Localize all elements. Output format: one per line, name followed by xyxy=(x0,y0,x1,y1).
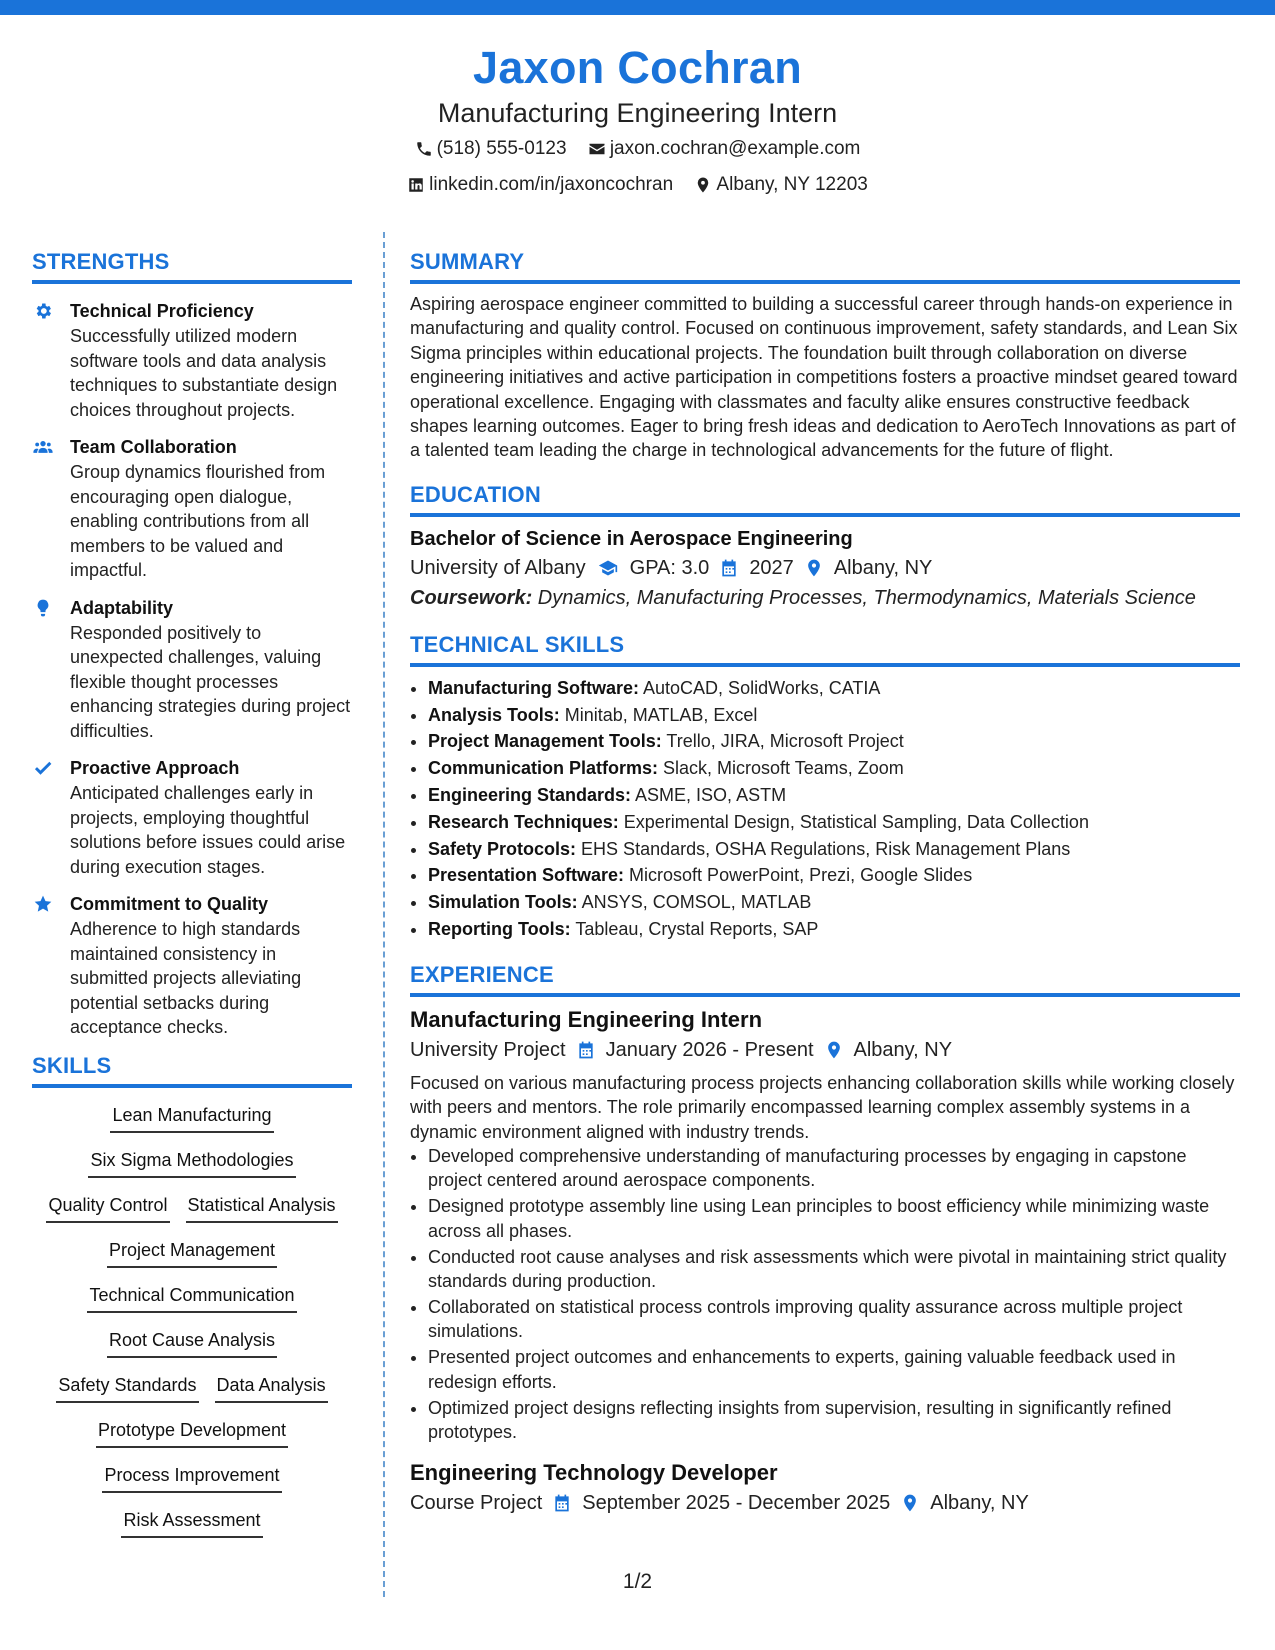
list-item xyxy=(428,809,1240,836)
strength-title: Technical Proficiency xyxy=(70,301,254,321)
email-item[interactable] xyxy=(588,136,861,162)
skill-label: Communication Platforms: xyxy=(428,758,659,779)
strength-title: Team Collaboration xyxy=(70,437,237,457)
skill-label: Reporting Tools: xyxy=(428,919,571,940)
list-item xyxy=(428,916,1240,943)
gpa-text: GPA: 3.0 xyxy=(629,556,710,579)
education-location: Albany, NY xyxy=(833,556,933,579)
job-location: Albany, NY xyxy=(930,1492,1029,1515)
graduation-cap-icon xyxy=(596,558,620,578)
job-description: Focused on various manufacturing process projects enhancing collaboration skills while working closely with peers and mentors. The role primarily encompassed learning complex assembly systems in a dynamic environment aligned with industry trends. xyxy=(410,1072,1235,1142)
strength-desc: Anticipated challenges early in projects, employing thoughtful solutions before issues could arise during execution stages. xyxy=(70,783,346,877)
linkedin-icon xyxy=(407,176,425,194)
email-text[interactable]: jaxon.cochran@example.com xyxy=(609,138,861,159)
skill-chip: Statistical Analysis xyxy=(186,1192,338,1223)
resume-header xyxy=(0,40,1275,202)
strength-title: Adaptability xyxy=(70,597,174,618)
skill-label: Presentation Software: xyxy=(428,865,625,886)
list-item xyxy=(428,836,1240,863)
list-item: • Collaborated on statistical process controls improving quality assurance across multiple project simulations. xyxy=(428,1295,1240,1344)
job-meta xyxy=(410,1488,1240,1518)
job-meta xyxy=(410,1035,1240,1065)
degree-title: Bachelor of Science in Aerospace Engineering xyxy=(410,527,853,550)
linkedin-text[interactable]: linkedin.com/in/jaxoncochran xyxy=(429,174,674,195)
list-item: • Designed prototype assembly line using Lean principles to boost efficiency while minimizing waste across all phases. xyxy=(428,1194,1240,1243)
phone-item xyxy=(415,136,567,162)
strength-title: Proactive Approach xyxy=(70,758,240,778)
map-pin-icon xyxy=(900,1493,920,1513)
strength-title: Commitment to Quality xyxy=(70,894,269,914)
strength-item xyxy=(32,298,352,422)
strength-desc: Successfully utilized modern software tools and data analysis techniques to substantiate design choices throughout projects. xyxy=(70,326,338,420)
contact-row-2 xyxy=(0,172,1275,202)
gear-icon xyxy=(33,301,53,321)
strength-item xyxy=(32,755,352,879)
skill-value: Trello, JIRA, Microsoft Project xyxy=(661,731,904,752)
skill-value: Minitab, MATLAB, Excel xyxy=(559,704,758,725)
education-meta xyxy=(410,553,1240,583)
calendar-icon xyxy=(576,1040,596,1060)
strength-desc: Adherence to high standards maintained consistency in submitted projects alleviating potential setbacks during acceptance checks. xyxy=(70,919,302,1037)
column-divider xyxy=(383,232,385,1597)
list-item: • Optimized project designs reflecting insights from supervision, resulting in significantly refined prototypes. xyxy=(428,1396,1240,1445)
skill-value: ASME, ISO, ASTM xyxy=(631,785,787,806)
coursework-line xyxy=(410,583,1240,613)
coursework-text: Dynamics, Manufacturing Processes, Thermodynamics, Materials Science xyxy=(532,586,1196,609)
skill-label: Manufacturing Software: xyxy=(428,677,640,698)
page-number: 1/2 xyxy=(622,1570,653,1593)
skill-label: Engineering Standards: xyxy=(428,785,632,806)
skill-label: Project Management Tools: xyxy=(428,731,662,752)
check-icon xyxy=(33,758,53,778)
list-item xyxy=(428,728,1240,755)
skill-value: EHS Standards, OSHA Regulations, Risk Management Plans xyxy=(576,838,1071,859)
skill-chip: Safety Standards xyxy=(56,1372,198,1403)
skill-value: Tableau, Crystal Reports, SAP xyxy=(570,919,819,940)
job-bullets xyxy=(410,1144,1240,1444)
technical-skills-heading: TECHNICAL SKILLS xyxy=(410,631,1240,667)
skill-value: Experimental Design, Statistical Sampling, Data Collection xyxy=(618,811,1089,832)
skill-chip: Data Analysis xyxy=(215,1372,328,1403)
skill-label: Simulation Tools: xyxy=(428,892,578,913)
candidate-title: Manufacturing Engineering Intern xyxy=(437,98,838,128)
technical-skills-list xyxy=(410,675,1240,943)
job-location: Albany, NY xyxy=(853,1038,953,1061)
skill-chip: Process Improvement xyxy=(102,1462,281,1493)
candidate-name: Jaxon Cochran xyxy=(473,42,802,93)
map-pin-icon xyxy=(694,176,712,194)
location-item xyxy=(694,172,867,198)
right-column xyxy=(410,248,1240,1518)
skills-grid xyxy=(32,1102,352,1552)
strengths-list xyxy=(32,298,352,1040)
map-pin-icon xyxy=(804,558,824,578)
experience-heading: EXPERIENCE xyxy=(410,961,1240,997)
calendar-icon xyxy=(552,1493,572,1513)
location-text: Albany, NY 12203 xyxy=(716,174,868,195)
skill-chip: Root Cause Analysis xyxy=(107,1327,277,1358)
strength-desc: Responded positively to unexpected challenges, valuing flexible thought processes enhancing strategies during project difficulties. xyxy=(70,622,351,741)
skill-value: Slack, Microsoft Teams, Zoom xyxy=(658,758,904,779)
map-pin-icon xyxy=(824,1040,844,1060)
strength-item xyxy=(32,891,352,1040)
list-item: • Developed comprehensive understanding of manufacturing processes by engaging in capstone project centered around aerospace components. xyxy=(428,1144,1240,1193)
envelope-icon xyxy=(588,140,606,158)
contact-row-1 xyxy=(0,136,1275,166)
skill-label: Analysis Tools: xyxy=(428,704,560,725)
skill-chip: Risk Assessment xyxy=(121,1507,262,1538)
left-column xyxy=(32,248,352,1552)
summary-heading: SUMMARY xyxy=(410,248,1240,284)
job-dates: September 2025 - December 2025 xyxy=(582,1492,891,1515)
list-item xyxy=(428,702,1240,729)
job-dates: January 2026 - Present xyxy=(605,1038,814,1061)
list-item xyxy=(428,782,1240,809)
list-item xyxy=(428,675,1240,702)
education-heading: EDUCATION xyxy=(410,481,1240,517)
list-item: • Conducted root cause analyses and risk assessments which were pivotal in maintaining strict quality standards during production. xyxy=(428,1245,1240,1294)
skill-chip: Quality Control xyxy=(46,1192,169,1223)
phone-icon xyxy=(415,140,433,158)
list-item: • Presented project outcomes and enhancements to experts, gaining valuable feedback used in redesign efforts. xyxy=(428,1345,1240,1394)
top-accent-bar xyxy=(0,0,1275,15)
phone-text: (518) 555-0123 xyxy=(436,138,567,159)
skill-chip: Six Sigma Methodologies xyxy=(88,1147,295,1178)
skill-chip: Prototype Development xyxy=(96,1417,288,1448)
strength-desc: Group dynamics flourished from encouraging open dialogue, enabling contributions from all members to be valued and impactful. xyxy=(70,462,326,580)
summary-text: Aspiring aerospace engineer committed to building a successful career through hands-on experience in manufacturing and quality control. Focused on continuous improvement, safety standards, and Lean Six Sigma principles within educational projects. The foundation built through collaboration on diverse engineering initiatives and active participation in competitions fosters a proactive mindset geared toward operational excellence. Engaging with classmates and faculty alike ensures constructive feedback shapes learning outcomes. Eager to bring fresh ideas and dedication to AeroTech Innovations as part of a talented team leading the charge in technological advancements for the future of flight. xyxy=(410,294,1238,461)
job-org: University Project xyxy=(410,1038,566,1061)
skill-chip: Project Management xyxy=(107,1237,277,1268)
coursework-label: Coursework: xyxy=(410,586,533,609)
lightbulb-icon xyxy=(33,598,53,618)
skill-chip: Lean Manufacturing xyxy=(110,1102,273,1133)
strengths-heading: STRENGTHS xyxy=(32,248,352,284)
school-name: University of Albany xyxy=(410,556,586,579)
job-org: Course Project xyxy=(410,1492,543,1515)
job-title: Engineering Technology Developer xyxy=(410,1460,778,1486)
list-item xyxy=(428,862,1240,889)
graduation-year: 2027 xyxy=(749,556,794,579)
star-icon xyxy=(33,894,53,914)
strength-item xyxy=(32,434,352,583)
skill-label: Research Techniques: xyxy=(428,811,619,832)
skill-value: Microsoft PowerPoint, Prezi, Google Slides xyxy=(624,865,973,886)
list-item xyxy=(428,755,1240,782)
skill-value: ANSYS, COMSOL, MATLAB xyxy=(577,892,812,913)
list-item xyxy=(428,889,1240,916)
skills-heading: SKILLS xyxy=(32,1052,352,1088)
calendar-icon xyxy=(719,558,739,578)
skill-label: Safety Protocols: xyxy=(428,838,577,859)
skill-chip: Technical Communication xyxy=(87,1282,296,1313)
skill-value: AutoCAD, SolidWorks, CATIA xyxy=(639,677,881,698)
job-title: Manufacturing Engineering Intern xyxy=(410,1006,763,1032)
strength-item xyxy=(32,595,352,744)
linkedin-item[interactable] xyxy=(407,172,673,198)
users-icon xyxy=(33,437,53,457)
